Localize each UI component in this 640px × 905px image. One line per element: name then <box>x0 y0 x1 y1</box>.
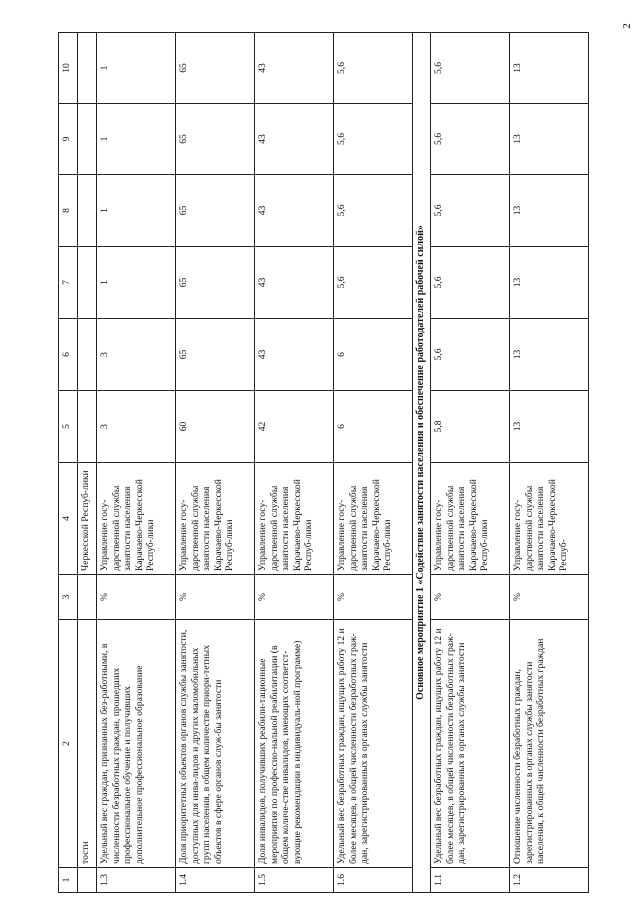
table-row <box>97 33 176 893</box>
table-row <box>431 33 510 893</box>
cell-responsible: Управление госу-дарственной службы занятости населения Карачаево-Черкесской Респуб-лики <box>255 463 334 575</box>
cell-value: 13 <box>510 391 589 463</box>
cell-value <box>78 33 97 104</box>
cell-indicator-name: Доля приоритетных объектов органов службы занятости, доступных для инва-лидов и других маломобильных групп населения, в общем количестве приори-тетных объектов в сфере органов служ-бы занятости <box>176 620 255 868</box>
header-cell: 6 <box>59 319 78 391</box>
header-cell: 10 <box>59 33 78 104</box>
cell-value: 3 <box>97 391 176 463</box>
header-cell: 7 <box>59 247 78 319</box>
cell-indicator-name: Удельный вес безработных граждан, ищущих работу 12 и более месяцев, в общей численности безработных граж-дан, зарегистрированных в органах службы занятости <box>334 620 413 868</box>
cell-value: 6 <box>334 391 413 463</box>
cell-value <box>78 247 97 319</box>
cell-value: 43 <box>255 175 334 247</box>
cell-value: 5,6 <box>334 175 413 247</box>
cell-value: 5,8 <box>431 391 510 463</box>
cell-value: 43 <box>255 247 334 319</box>
table-row <box>255 33 334 893</box>
cell-responsible: Управление госу-дарственной службы занятости населения Карачаево-Черкесской Респуб-лики <box>97 463 176 575</box>
cell-number: 1.3 <box>97 868 176 893</box>
cell-value: 43 <box>255 33 334 104</box>
header-cell: 1 <box>59 868 78 893</box>
header-cell: 3 <box>59 575 78 620</box>
cell-indicator-name: тости <box>78 620 97 868</box>
cell-responsible: Управление госу-дарственной службы занятости населения Карачаево-Черкесской Респуб-лики <box>334 463 413 575</box>
cell-value: 5,6 <box>431 247 510 319</box>
header-cell: 9 <box>59 104 78 175</box>
cell-number: 1.2 <box>510 868 589 893</box>
cell-value: 43 <box>255 104 334 175</box>
section-heading-row <box>413 33 431 893</box>
cell-unit: % <box>176 575 255 620</box>
cell-value: 13 <box>510 247 589 319</box>
cell-number: 1.5 <box>255 868 334 893</box>
cell-value: 42 <box>255 391 334 463</box>
cell-value: 5,6 <box>431 319 510 391</box>
cell-value: 6 <box>334 319 413 391</box>
cell-number: 1.4 <box>176 868 255 893</box>
cell-indicator-name: Отношение численности безработных граждан, зарегистрированных в органах службы занятости населения, к общей численности безработных граждан <box>510 620 589 868</box>
cell-value: 3 <box>97 319 176 391</box>
header-cell: 8 <box>59 175 78 247</box>
cell-value: 65 <box>176 33 255 104</box>
cell-value: 65 <box>176 104 255 175</box>
header-cell: 4 <box>59 463 78 575</box>
cell-value: 5,6 <box>334 104 413 175</box>
header-row <box>59 33 78 893</box>
cell-unit: % <box>255 575 334 620</box>
cell-value: 65 <box>176 175 255 247</box>
cell-unit: % <box>431 575 510 620</box>
cell-value: 65 <box>176 247 255 319</box>
table-row <box>334 33 413 893</box>
cell-value: 1 <box>97 33 176 104</box>
cell-value <box>78 319 97 391</box>
cell-responsible: Управление госу-дарственной службы занятости населения Карачаево-Черкесской Респуб- <box>510 463 589 575</box>
cell-value: 13 <box>510 104 589 175</box>
cell-value: 5,6 <box>334 33 413 104</box>
cell-value: 1 <box>97 175 176 247</box>
cell-unit: % <box>97 575 176 620</box>
cell-indicator-name: Удельный вес граждан, признанных без-работными, в численности безработных граждан, прошедших профессиональное обучение и получивших дополнительное профессиональное образование <box>97 620 176 868</box>
rotated-page <box>58 33 623 893</box>
table-row <box>176 33 255 893</box>
cell-indicator-name: Удельный вес безработных граждан, ищущих работу 12 и более месяцев, в общей численности безработных граж-дан, зарегистрированных в органах службы занятости <box>431 620 510 868</box>
cell-number: 1.6 <box>334 868 413 893</box>
cell-value: 5,6 <box>431 175 510 247</box>
cell-value: 13 <box>510 33 589 104</box>
cell-value <box>78 391 97 463</box>
table-row <box>510 33 589 893</box>
cell-responsible: Черкесской Респуб-лики <box>78 463 97 575</box>
cell-unit <box>78 575 97 620</box>
cell-value: 13 <box>510 175 589 247</box>
cell-value <box>78 175 97 247</box>
cell-number: 1.1 <box>431 868 510 893</box>
header-cell: 2 <box>59 620 78 868</box>
cell-unit: % <box>334 575 413 620</box>
cell-value: 43 <box>255 319 334 391</box>
cell-value: 65 <box>176 319 255 391</box>
cell-responsible: Управление госу-дарственной службы занятости населения Карачаево-Черкесской Респуб-лики <box>431 463 510 575</box>
cell-value: 5,6 <box>334 247 413 319</box>
indicators-table <box>58 32 589 893</box>
cell-value <box>78 104 97 175</box>
cell-value: 5,6 <box>431 104 510 175</box>
header-cell: 5 <box>59 391 78 463</box>
cell-value: 5,6 <box>431 33 510 104</box>
continuation-row <box>78 33 97 893</box>
page-number: 2 <box>620 23 633 29</box>
cell-value: 1 <box>97 247 176 319</box>
cell-responsible: Управление госу-дарственной службы занятости населения Карачаево-Черкесской Респуб-лики <box>176 463 255 575</box>
cell-number <box>78 868 97 893</box>
cell-indicator-name: Доля инвалидов, получивших реабили-тационные мероприятия по профессио-нальной реабилитации (в общем количе-стве инвалидов, имеющих соответст-вующие рекомендации в индивидуаль-ной программе) <box>255 620 334 868</box>
cell-value: 13 <box>510 319 589 391</box>
cell-value: 1 <box>97 104 176 175</box>
cell-value: 60 <box>176 391 255 463</box>
section-title: Основное мероприятие 1 «Содействие занятости населения и обеспечение работодателей рабочей силой» <box>413 33 431 893</box>
cell-unit: % <box>510 575 589 620</box>
